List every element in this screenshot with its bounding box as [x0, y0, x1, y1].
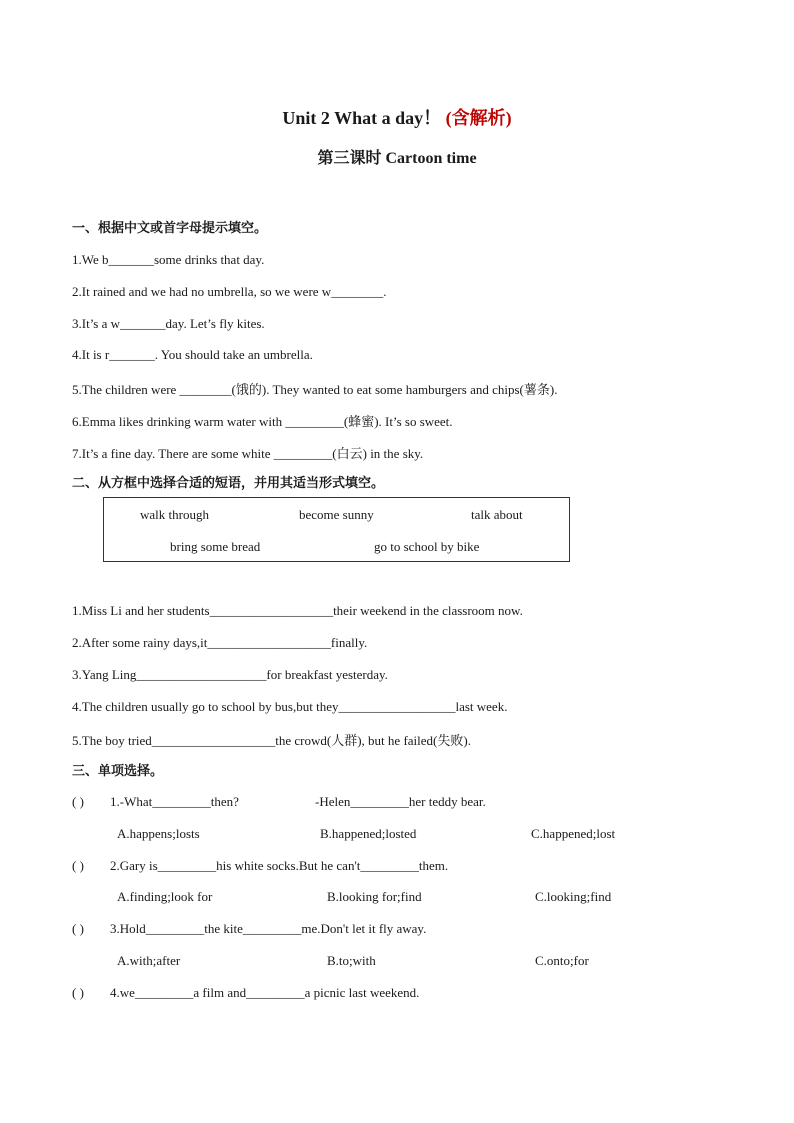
s2-item-1: 1.Miss Li and her students___________________their weekend in the classroom now. — [72, 603, 523, 618]
q1-stem-reply: -Helen_________her teddy bear. — [315, 794, 486, 809]
s2-item-2: 2.After some rainy days,it___________________finally. — [72, 635, 368, 650]
q3-option-b: B.to;with — [327, 953, 376, 968]
s1-item-2: 2.It rained and we had no umbrella, so we were w________. — [72, 284, 387, 299]
q2-stem: 2.Gary is_________his white socks.But he can't_________them. — [110, 858, 449, 873]
q3-stem: 3.Hold_________the kite_________me.Don't let it fly away. — [110, 921, 427, 936]
s1-item-3: 3.It’s a w_______day. Let’s fly kites. — [72, 316, 265, 331]
s1-item-1: 1.We b_______some drinks that day. — [72, 252, 265, 267]
page-title — [0, 104, 794, 130]
s1-item-4: 4.It is r_______. You should take an umbrella. — [72, 347, 313, 362]
phrase-1: walk through — [140, 507, 209, 522]
q1-option-b: B.happened;losted — [320, 826, 417, 841]
q3-option-a: A.with;after — [117, 953, 181, 968]
section3-heading: 三、单项选择。 — [72, 764, 164, 779]
section1-heading: 一、根据中文或首字母提示填空。 — [72, 221, 268, 236]
phrase-2: become sunny — [299, 507, 374, 522]
s2-item-4: 4.The children usually go to school by bus,but they__________________last week. — [72, 699, 508, 714]
title-text: Unit 2 What a day！ — [282, 108, 442, 128]
page-subtitle: 第三课时 Cartoon time — [317, 150, 477, 167]
phrase-3: talk about — [471, 507, 523, 522]
section2-heading: 二、从方框中选择合适的短语，并用其适当形式填空。 — [72, 476, 385, 491]
q3-paren: ( ) — [72, 921, 84, 936]
q4-paren: ( ) — [72, 985, 84, 1000]
q2-option-a: A.finding;look for — [117, 889, 213, 904]
s1-item-7: 7.It’s a fine day. There are some white _________(白云) in the sky. — [72, 446, 424, 461]
phrase-4: bring some bread — [170, 539, 261, 554]
q3-option-c: C.onto;for — [535, 953, 589, 968]
q1-paren: ( ) — [72, 794, 84, 809]
s1-item-6: 6.Emma likes drinking warm water with _________(蜂蜜). It’s so sweet. — [72, 414, 453, 429]
phrase-5: go to school by bike — [374, 539, 480, 554]
q1-option-a: A.happens;losts — [117, 826, 200, 841]
s1-item-5: 5.The children were ________(饿的). They wanted to eat some hamburgers and chips(薯条). — [72, 382, 558, 397]
title-note: (含解析) — [445, 108, 512, 128]
phrase-box — [103, 497, 570, 562]
q4-stem: 4.we_________a film and_________a picnic last weekend. — [110, 985, 420, 1000]
q1-stem: 1.-What_________then? — [110, 794, 239, 809]
s2-item-5: 5.The boy tried___________________the crowd(人群), but he failed(失败). — [72, 733, 471, 748]
q2-option-b: B.looking for;find — [327, 889, 422, 904]
s2-item-3: 3.Yang Ling____________________for breakfast yesterday. — [72, 667, 388, 682]
q1-option-c: C.happened;lost — [531, 826, 616, 841]
q2-option-c: C.looking;find — [535, 889, 612, 904]
q2-paren: ( ) — [72, 858, 84, 873]
